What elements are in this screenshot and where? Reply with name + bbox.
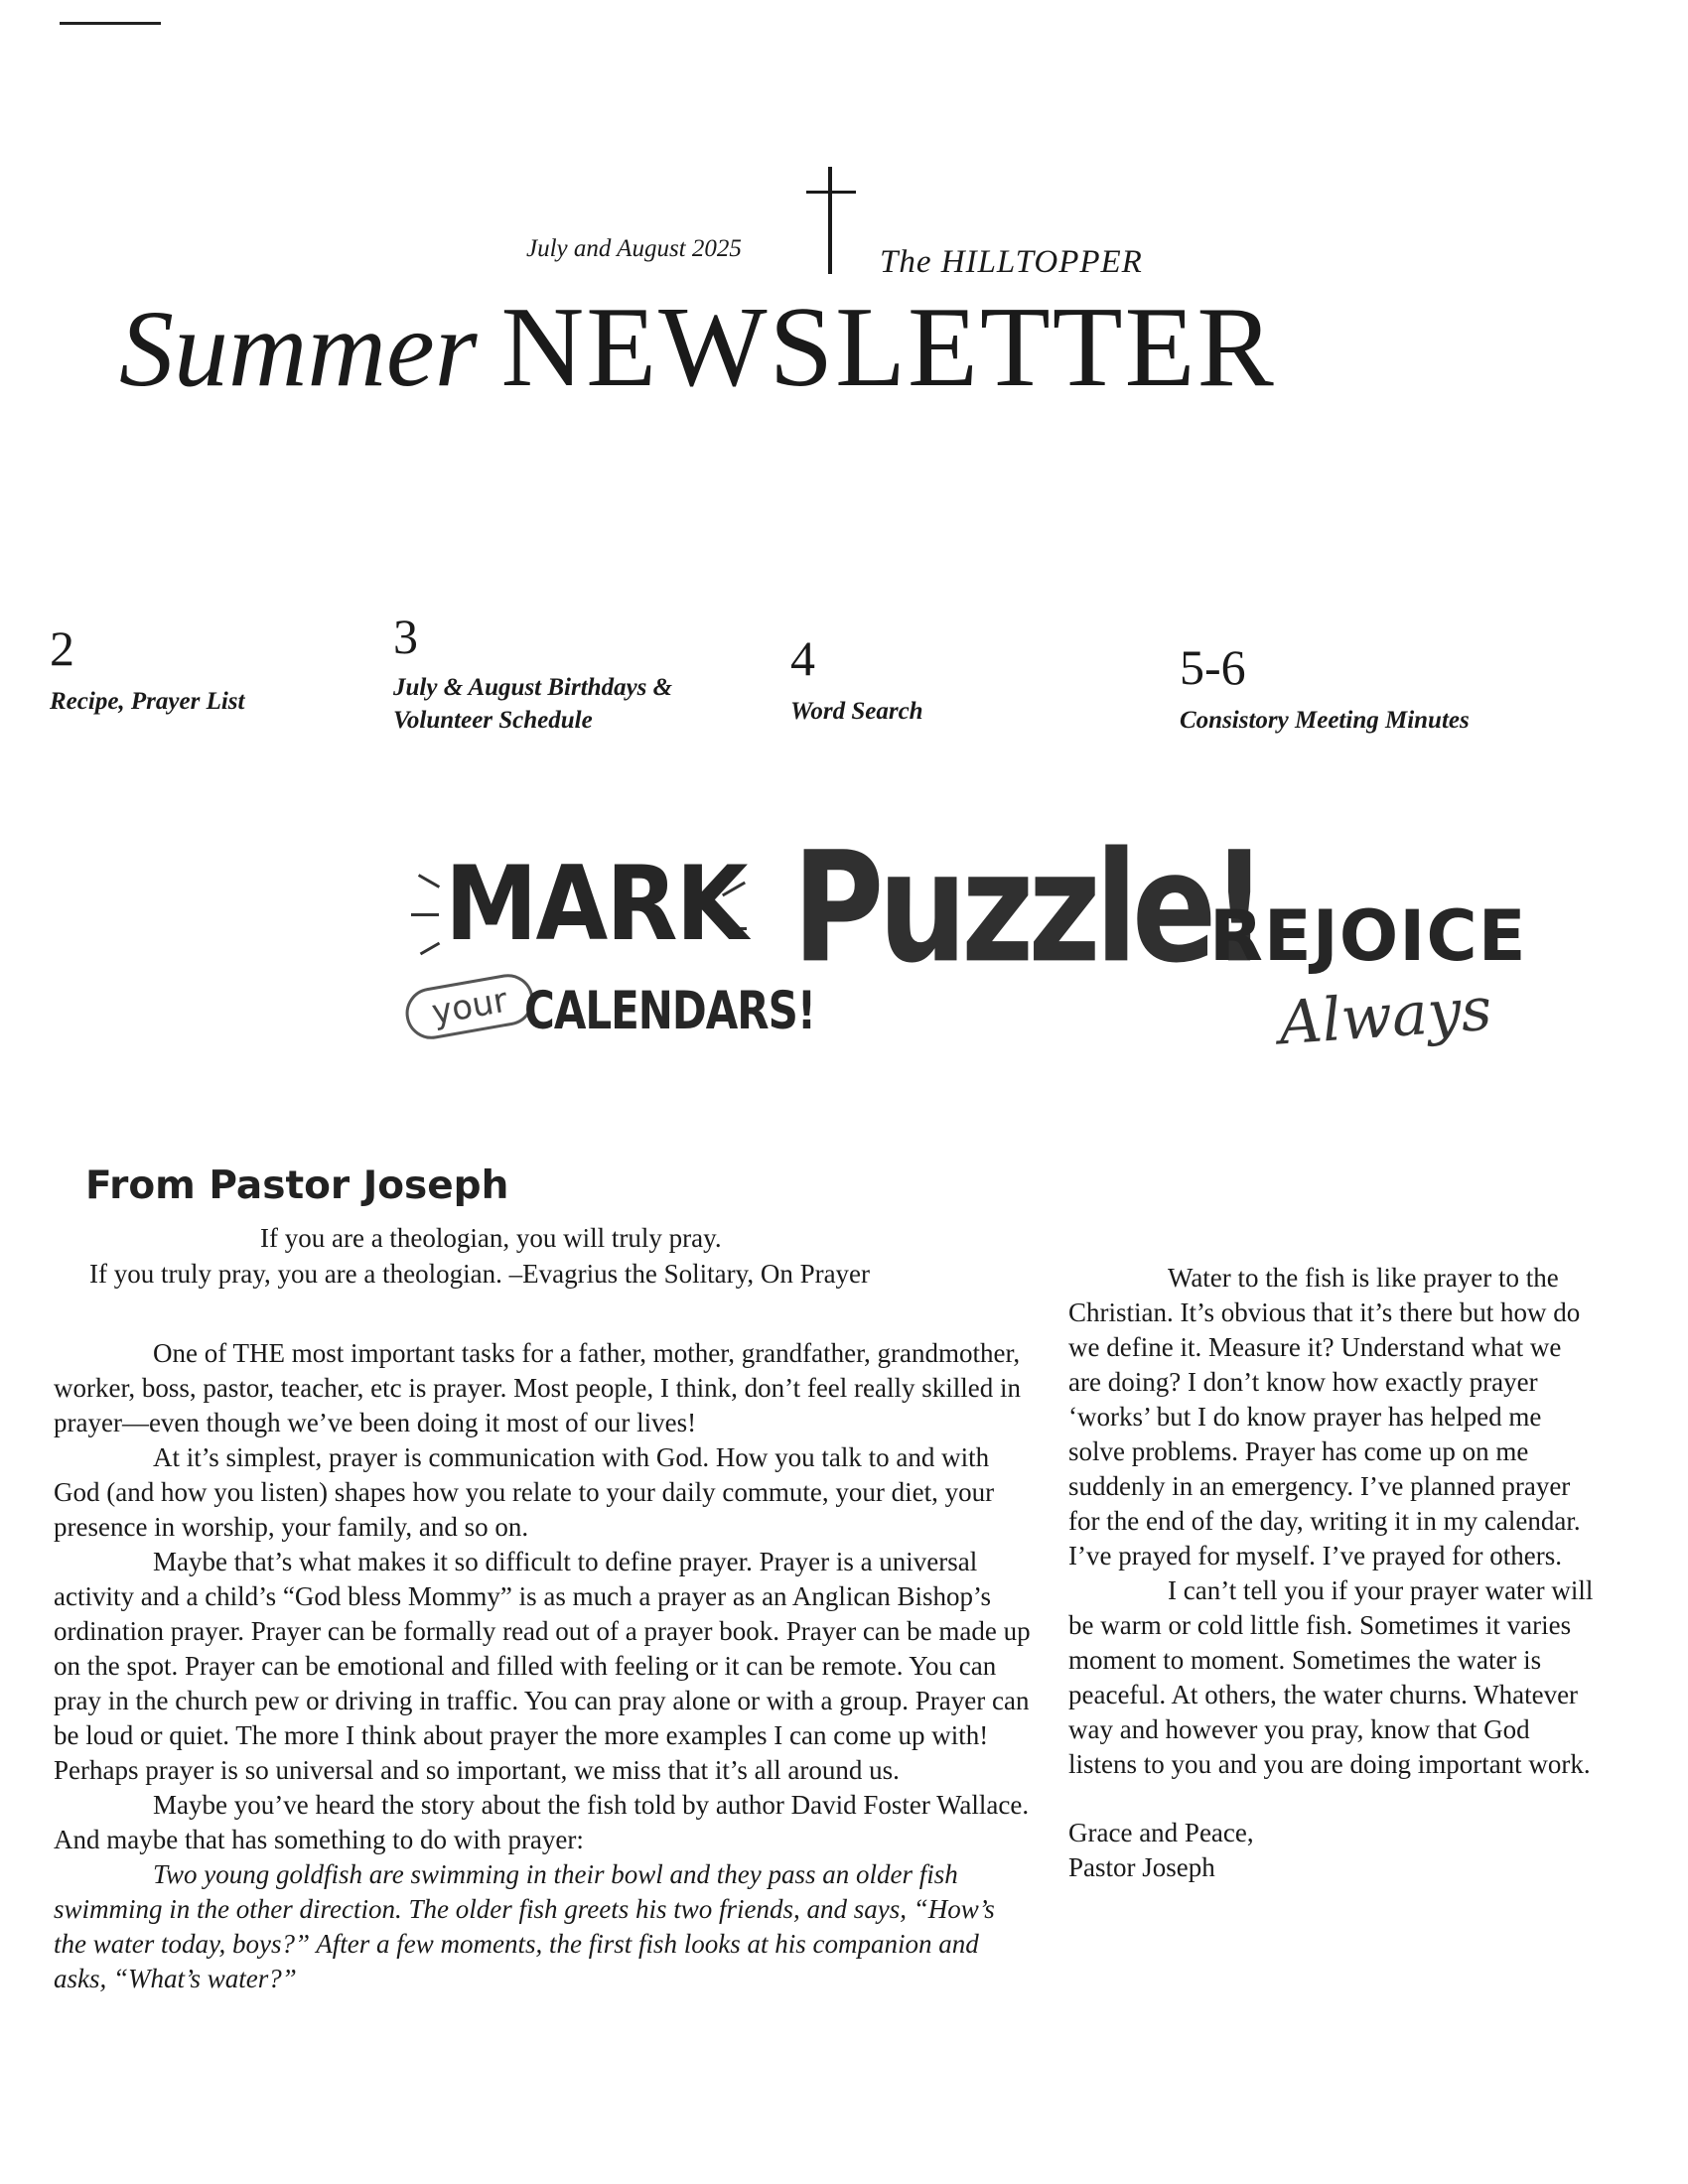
always-word: Always [1276, 974, 1494, 1059]
title-main-word: NEWSLETTER [500, 284, 1276, 411]
article-paragraph: Maybe you’ve heard the story about the fish told by author David Foster Wallace. And maybe that has something to do with prayer: [54, 1790, 1030, 1854]
mark-word: MARK [445, 845, 747, 965]
toc-page-number: 2 [50, 620, 74, 676]
toc-item [790, 630, 923, 728]
toc-label: Consistory Meeting Minutes [1180, 707, 1470, 734]
article-paragraph: One of THE most important tasks for a father, mother, grandfather, grandmother, worker, boss, pastor, teacher, etc is prayer. Most people, I think, don’t feel really skilled in prayer—even though we’ve been doing it most of our lives! [54, 1338, 1021, 1437]
newsletter-title [119, 284, 1276, 411]
article-right-column [1068, 1261, 1597, 1885]
toc-label: Recipe, Prayer List [50, 688, 245, 715]
toc-page-number: 5-6 [1180, 639, 1246, 695]
cross-icon [802, 167, 862, 274]
toc-page-number: 4 [790, 630, 815, 686]
calendars-word: CALENDARS! [524, 980, 816, 1041]
article-paragraph: I can’t tell you if your prayer water will be warm or cold little fish. Sometimes it varies moment to moment. Sometimes the water is peaceful. At others, the water churns. Whatever way and however you pray, know that God listens to you and you are doing important work. [1068, 1575, 1594, 1779]
issue-date: July and August 2025 [526, 235, 742, 262]
toc-item [393, 609, 673, 737]
mark-your-calendars-graphic [397, 844, 816, 1092]
toc-label: Word Search [790, 698, 923, 725]
toc-item [50, 620, 245, 718]
article-left-column [54, 1336, 1031, 1996]
closing-salutation: Grace and Peace, [1068, 1818, 1254, 1847]
publication-name: The HILLTOPPER [880, 244, 1143, 280]
rejoice-word: REJOICE [1209, 895, 1527, 977]
toc-label-line: July & August Birthdays & [393, 674, 673, 701]
toc-label [393, 671, 672, 737]
article-paragraph: At it’s simplest, prayer is communication with God. How you talk to and with God (and how you listen) shapes how you relate to your daily commute, your diet, your presence in worship, your family, and so on. [54, 1442, 995, 1542]
title-script-word: Summer [119, 288, 478, 409]
toc-label-line: Volunteer Schedule [393, 707, 593, 734]
scan-mark-line [60, 22, 161, 25]
signature: Pastor Joseph [1068, 1852, 1215, 1882]
puzzle-graphic: Puzzle! [792, 818, 1262, 997]
fish-story-quote: Two young goldfish are swimming in their bowl and they pass an older fish swimming in the other direction. The older fish greets his two friends, and says, “How’s the water today, boys?” After a few moments, the first fish looks at his companion and asks, “What’s water?” [54, 1859, 995, 1993]
epigraph-line: If you truly pray, you are a theologian. –Evagrius the Solitary, On Prayer [89, 1259, 871, 1289]
article-paragraph: Maybe that’s what makes it so difficult to define prayer. Prayer is a universal activity and a child’s “God bless Mommy” is as much a prayer as an Anglican Bishop’s ordination prayer. Prayer can be formally read out of a prayer book. Prayer can be made up on the spot. Prayer can be emotional and filled with feeling or it can be remote. You can pray in the church pew or driving in traffic. You can pray alone or with a group. Prayer can be loud or quiet. The more I think about prayer the more examples I can come up with! Perhaps prayer is so universal and so important, we miss that it’s all around us. [54, 1547, 1031, 1785]
your-word: your [401, 970, 537, 1043]
rejoice-always-graphic [1209, 895, 1547, 1070]
epigraph-line: If you are a theologian, you will truly pray. [260, 1223, 722, 1253]
toc-page-number: 3 [393, 609, 418, 664]
article-paragraph: Water to the fish is like prayer to the Christian. It’s obvious that it’s there but how do we define it. Measure it? Understand what we are doing? I don’t know how exactly prayer ‘works’ but I do know prayer has helped me solve problems. Prayer has come up on me suddenly in an emergency. I’ve planned prayer for the end of the day, writing it in my calendar. I’ve prayed for myself. I’ve prayed for others. [1068, 1263, 1581, 1570]
toc-item [1180, 639, 1470, 737]
article-heading: From Pastor Joseph [85, 1163, 509, 1208]
